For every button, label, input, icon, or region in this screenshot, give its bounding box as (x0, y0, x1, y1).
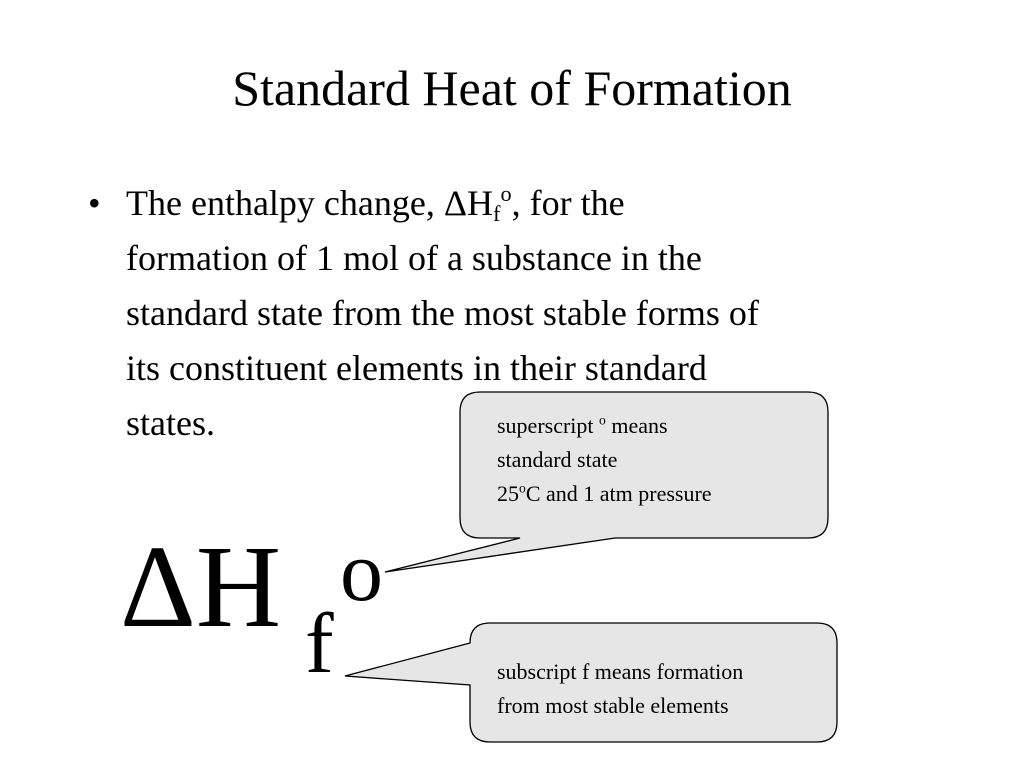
callout-top-line-1 (497, 409, 712, 443)
callout-top-line-1-start: superscript (497, 413, 600, 438)
callout-top-line-1-end: means (605, 413, 668, 438)
formula-superscript-o: o (340, 523, 383, 619)
formation-subscript: f (493, 201, 501, 227)
bullet-line-3: standard state from the most stable forms of (126, 293, 759, 333)
callout-bottom-line-1: subscript f means formation (497, 659, 744, 684)
enthalpy-symbol: H (467, 183, 494, 223)
callout-top-superscript: o (599, 412, 606, 428)
callout-top-line-2: standard state (497, 447, 618, 472)
callout-top-line-3-start: 25 (497, 481, 519, 506)
degree-superscript: o (519, 480, 526, 496)
bullet-line-4: its constituent elements in their standard (126, 348, 707, 388)
callout-formation (497, 655, 743, 723)
bullet-line-5: states. (126, 403, 215, 443)
delta-h-symbol: ΔH (120, 521, 282, 652)
bullet-line-1-rest: , for the (511, 183, 625, 223)
formula-subscript-f: f (305, 595, 334, 691)
callout-bottom-line-2: from most stable elements (497, 693, 729, 718)
callout-standard-state (497, 409, 712, 511)
callout-top-line-3 (497, 477, 712, 511)
enthalpy-formula (120, 521, 383, 691)
bullet-marker: • (88, 183, 101, 223)
bullet-line-2: formation of 1 mol of a substance in the (126, 238, 702, 278)
slide-title: Standard Heat of Formation (232, 60, 792, 116)
bullet-intro: The enthalpy change, (126, 183, 444, 223)
delta-symbol: Δ (443, 183, 468, 223)
callout-top-line-3-end: C and 1 atm pressure (525, 481, 712, 506)
standard-superscript: o (500, 181, 512, 207)
